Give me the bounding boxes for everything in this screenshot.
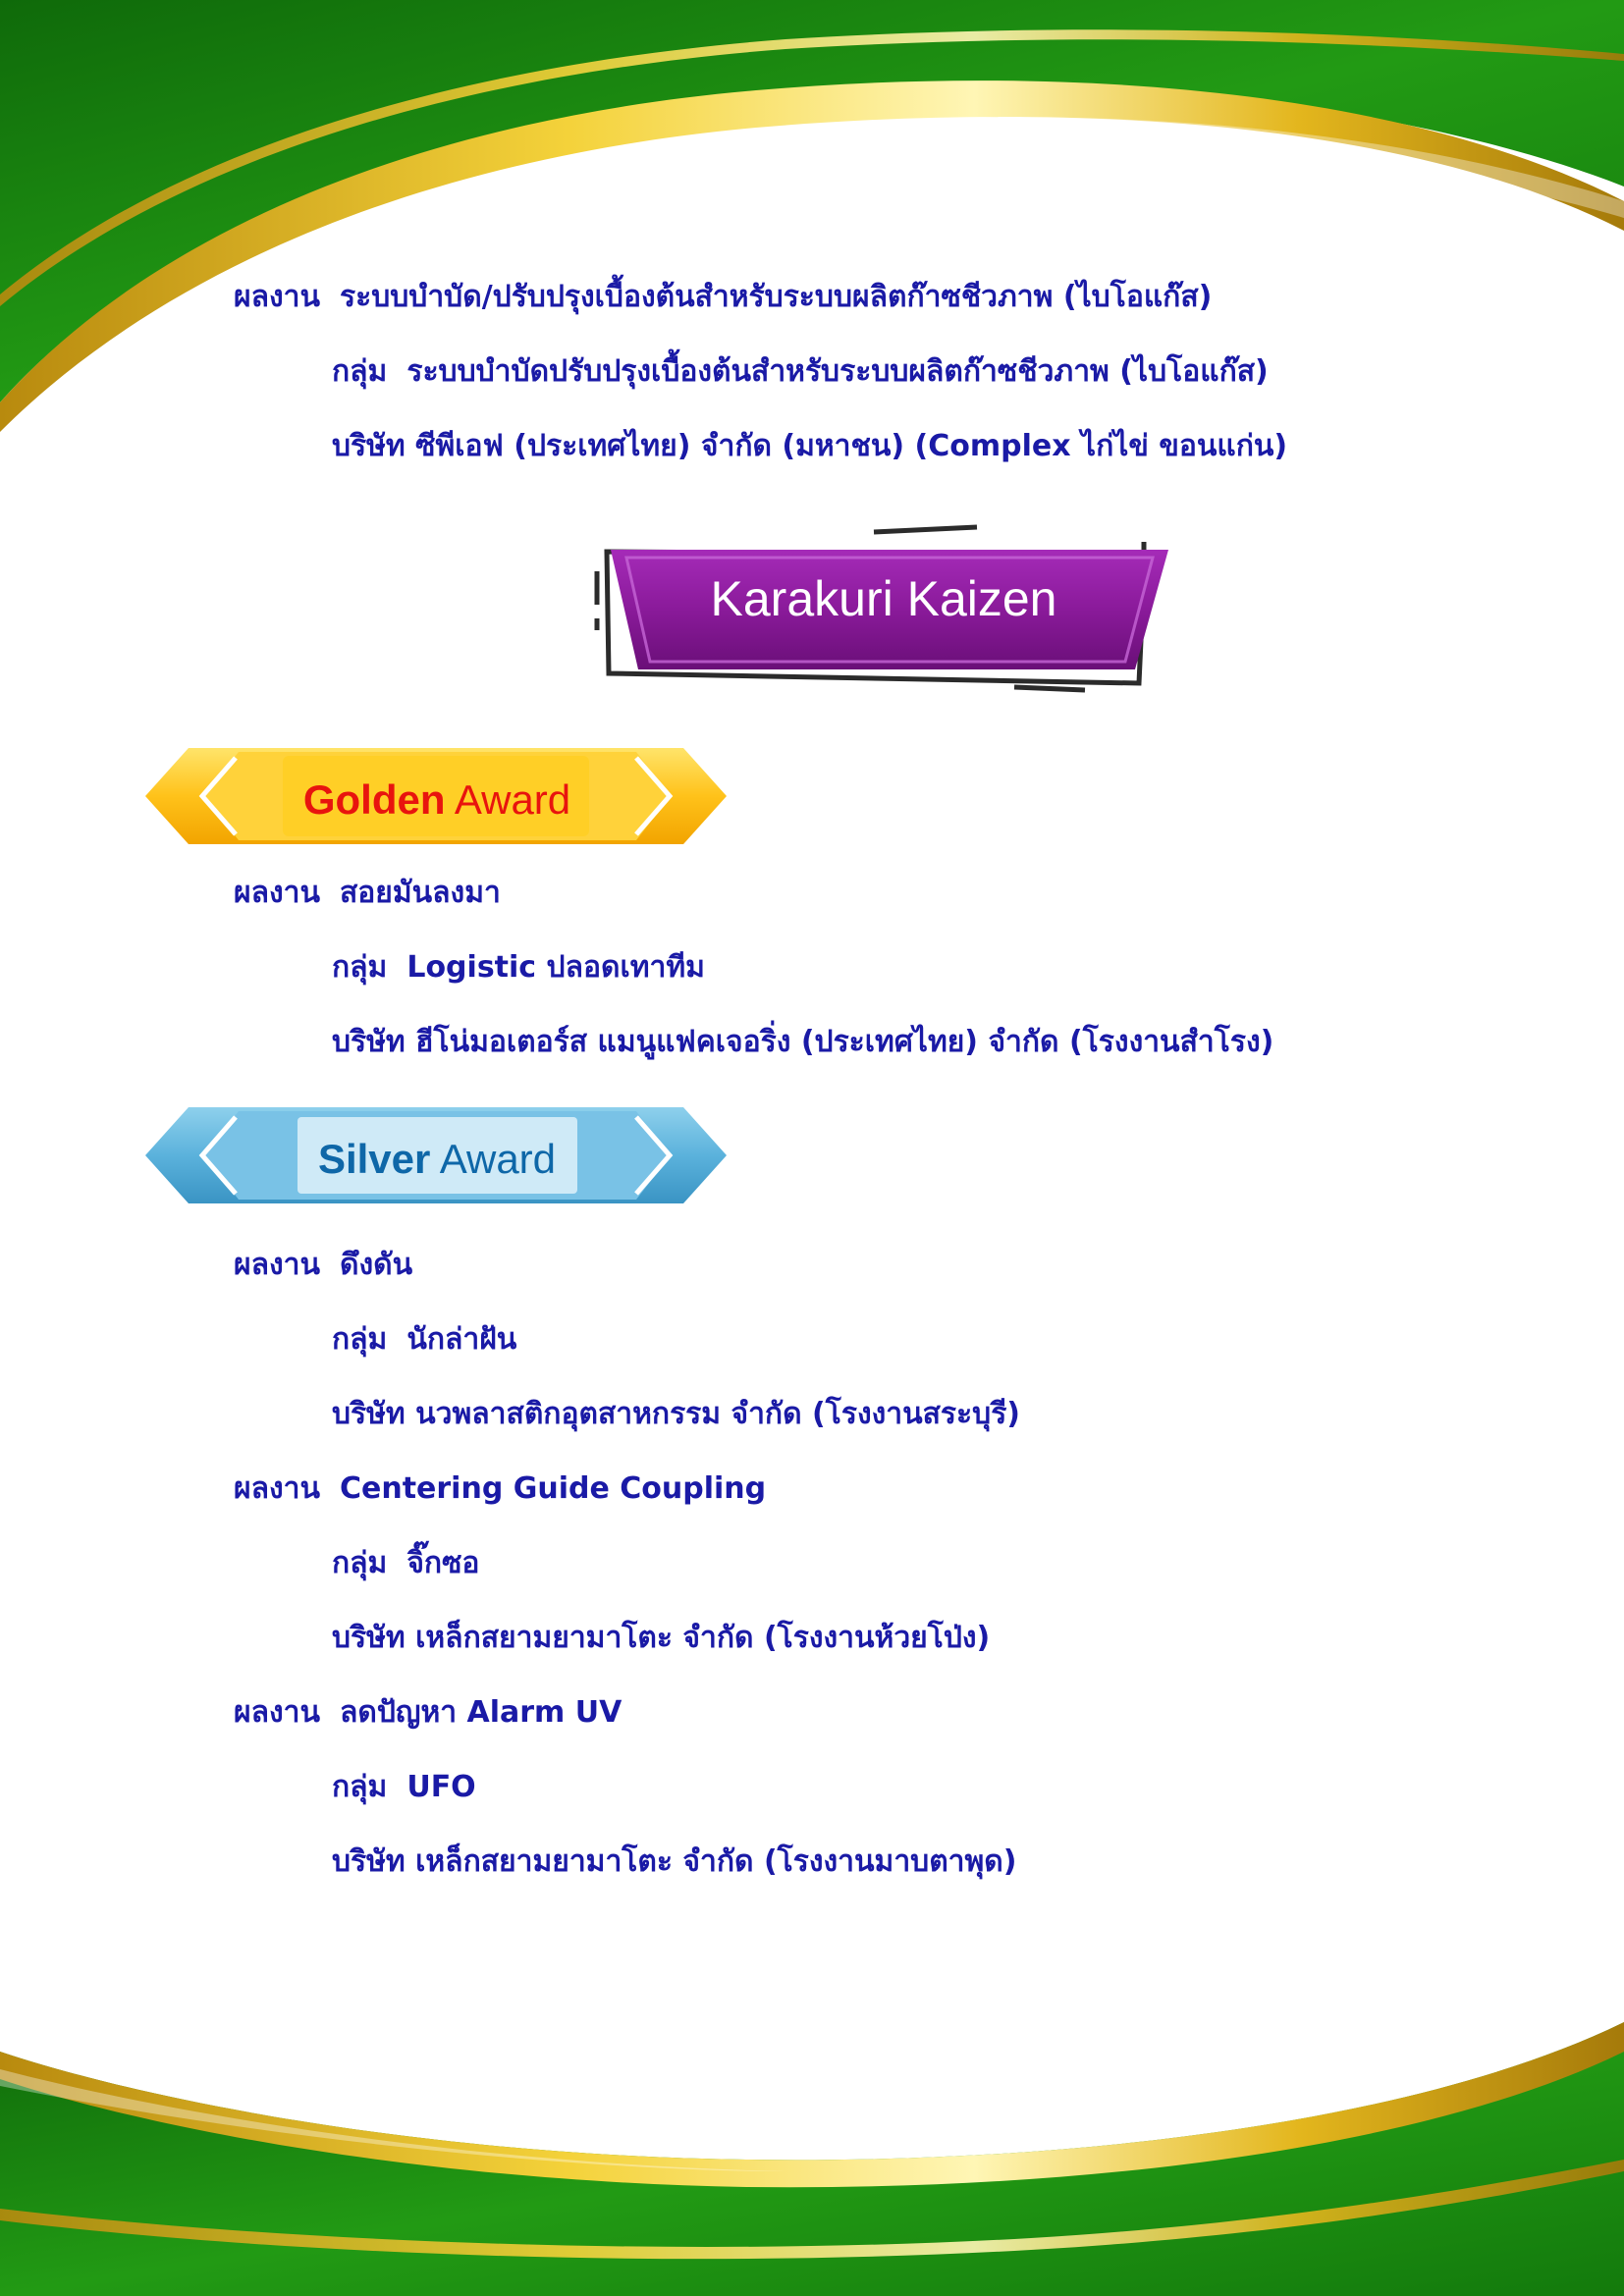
golden-entry-group	[332, 948, 705, 988]
golden-label-bold: Golden	[302, 776, 446, 823]
golden-award-label	[236, 771, 638, 829]
silver-entry-3-work	[234, 1693, 622, 1733]
silver-entry-1-company: บริษัท นวพลาสติกอุตสาหกรรม จำกัด (โรงงานสระบุรี)	[332, 1397, 1021, 1431]
group-name: Logistic ปลอดเทาทีม	[406, 950, 705, 985]
work-prefix: ผลงาน	[234, 1471, 320, 1506]
category-title: Karakuri Kaizen	[710, 571, 1057, 626]
golden-entry-company: บริษัท ฮีโน่มอเตอร์ส แมนูแฟคเจอริ่ง (ประเทศไทย) จำกัด (โรงงานสำโรง)	[332, 1025, 1274, 1059]
group-prefix: กลุ่ม	[332, 1322, 388, 1357]
group-name: จิ๊กซอ	[406, 1546, 480, 1580]
group-prefix: กลุ่ม	[332, 950, 388, 985]
work-prefix: ผลงาน	[234, 1695, 320, 1730]
work-title: ลดปัญหา Alarm UV	[339, 1695, 623, 1730]
work-prefix: ผลงาน	[234, 876, 320, 910]
silver-entry-3-company: บริษัท เหล็กสยามยามาโตะ จำกัด (โรงงานมาบตาพุด)	[332, 1844, 1017, 1879]
work-title: ระบบบำบัด/ปรับปรุงเบื้องต้นสำหรับระบบผลิตก๊าซชีวภาพ (ไบโอแก๊ส)	[339, 280, 1213, 314]
group-name: UFO	[406, 1770, 476, 1804]
work-title: ดึงดัน	[339, 1248, 413, 1282]
work-title: Centering Guide Coupling	[339, 1471, 767, 1506]
silver-award-label	[236, 1130, 638, 1189]
work-prefix: ผลงาน	[234, 1248, 320, 1282]
silver-entry-1-group	[332, 1320, 516, 1360]
silver-label-rest: Award	[439, 1136, 557, 1182]
work-prefix: ผลงาน	[234, 280, 320, 314]
silver-label-bold: Silver	[317, 1136, 431, 1182]
silver-entry-1-work	[234, 1246, 412, 1285]
silver-entry-2-work	[234, 1469, 766, 1509]
golden-label-rest: Award	[454, 776, 571, 823]
work-title: สอยมันลงมา	[339, 876, 501, 910]
group-prefix: กลุ่ม	[332, 354, 388, 389]
silver-entry-2-group	[332, 1544, 479, 1583]
golden-entry-work	[234, 874, 501, 913]
group-name: นักล่าฝัน	[406, 1322, 517, 1357]
top-entry-company: บริษัท ซีพีเอฟ (ประเทศไทย) จำกัด (มหาชน) (Complex ไก่ไข่ ขอนแก่น)	[332, 429, 1288, 463]
group-prefix: กลุ่ม	[332, 1770, 388, 1804]
silver-entry-2-company: บริษัท เหล็กสยามยามาโตะ จำกัด (โรงงานห้วยโป่ง)	[332, 1621, 991, 1655]
group-prefix: กลุ่ม	[332, 1546, 388, 1580]
top-entry-work	[234, 278, 1212, 317]
silver-entry-3-group	[332, 1768, 476, 1807]
group-name: ระบบบำบัดปรับปรุงเบื้องต้นสำหรับระบบผลิตก๊าซชีวภาพ (ไบโอแก๊ส)	[406, 354, 1269, 389]
top-entry-group	[332, 352, 1269, 392]
